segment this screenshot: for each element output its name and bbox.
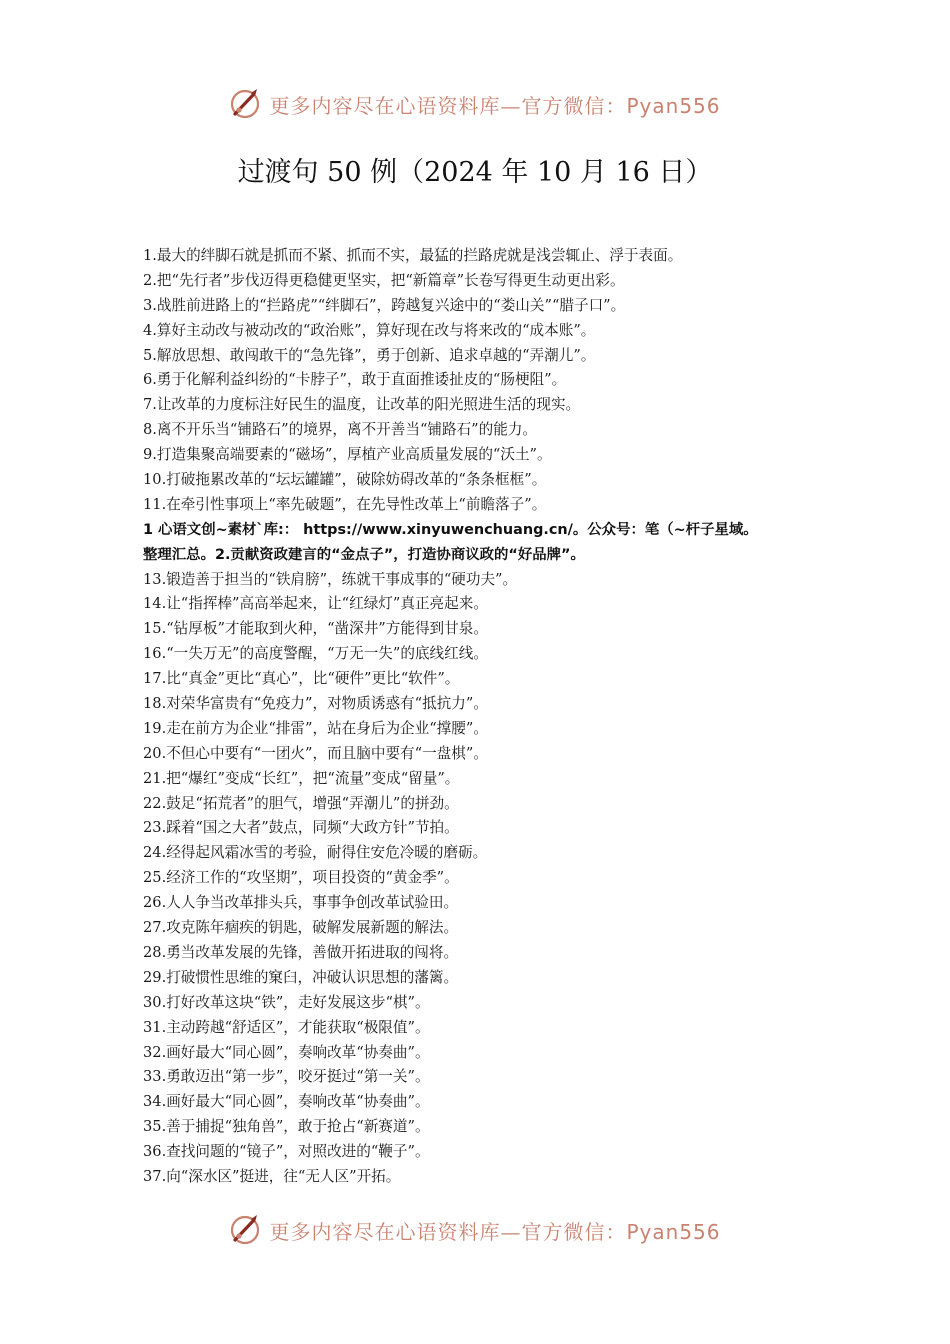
list-item: 8.离不开乐当“铺路石”的境界，离不开善当“铺路石”的能力。 [143, 421, 538, 439]
list-item: 27.攻克陈年痼疾的钥匙，破解发展新题的解法。 [143, 919, 459, 937]
list-item: 17.比“真金”更比“真心”，比“硬件”更比“软件”。 [143, 670, 460, 688]
list-item: 15.“钻厚板”才能取到火种，“凿深井”方能得到甘泉。 [143, 620, 488, 638]
page-title: 过渡句 50 例（2024 年 10 月 16 日） [237, 157, 713, 188]
list-item: 6.勇于化解利益纠纷的“卡脖子”，敢于直面推诿扯皮的“肠梗阻”。 [143, 371, 567, 389]
header-banner-label: 更多内容尽在心语资料库—官方微信： [269, 93, 627, 118]
footer-wechat-id: Pyan556 [626, 1219, 721, 1244]
list-item: 30.打好改革这块“铁”，走好发展这步“棋”。 [143, 993, 430, 1011]
list-item: 34.画好最大“同心圆”，奏响改革“协奏曲”。 [143, 1093, 430, 1111]
list-item: 7.让改革的力度标注好民生的温度，让改革的阳光照进生活的现实。 [143, 396, 581, 414]
list-item: 20.不但心中要有“一团火”，而且脑中要有“一盘棋”。 [143, 744, 488, 762]
header-banner [0, 82, 950, 126]
brush-logo-icon [229, 87, 263, 121]
watermark-note-line: 1 心语文创~素材`库:： https://www.xinyuwenchuang.cn/。公众号：笔（~杆子星域。 [143, 521, 758, 538]
list-item: 23.踩着“国之大者”鼓点，同频“大政方针”节拍。 [143, 819, 459, 837]
list-item: 16.“一失万无”的高度警醒，“万无一失”的底线红线。 [143, 645, 488, 663]
list-item: 35.善于捕捉“独角兽”，敢于抢占“新赛道”。 [143, 1118, 430, 1136]
list-item: 2.把“先行者”步伐迈得更稳健更坚实，把“新篇章”长卷写得更生动更出彩。 [143, 271, 625, 289]
list-item: 32.画好最大“同心圆”，奏响改革“协奏曲”。 [143, 1043, 430, 1061]
list-item: 4.算好主动改与被动改的“政治账”，算好现在改与将来改的“成本账”。 [143, 321, 596, 339]
list-item: 1.最大的绊脚石就是抓而不紧、抓而不实，最猛的拦路虎就是浅尝辄止、浮于表面。 [143, 247, 683, 264]
list-item: 28.勇当改革发展的先锋，善做开拓进取的闯将。 [143, 943, 459, 961]
footer-banner-label: 更多内容尽在心语资料库—官方微信： [269, 1219, 627, 1244]
footer-banner [0, 1208, 950, 1252]
transition-sentence-list [143, 244, 843, 1190]
list-item: 37.向“深水区”挺进，往“无人区”开拓。 [143, 1167, 401, 1185]
header-wechat-id: Pyan556 [626, 93, 721, 118]
list-item: 22.鼓足“拓荒者”的胆气，增强“弄潮儿”的拼劲。 [143, 794, 459, 812]
list-item: 11.在牵引性事项上“率先破题”，在先导性改革上“前瞻落子”。 [143, 495, 547, 513]
list-item: 18.对荣华富贵有“免疫力”，对物质诱惑有“抵抗力”。 [143, 695, 488, 713]
list-item: 13.锻造善于担当的“铁肩膀”，练就干事成事的“硬功夫”。 [143, 570, 518, 588]
brush-logo-icon [229, 1213, 263, 1247]
list-item: 19.走在前方为企业“排雷”，站在身后为企业“撑腰”。 [143, 719, 488, 737]
footer-banner-text [269, 1216, 720, 1245]
list-item: 26.人人争当改革排头兵，事事争创改革试验田。 [143, 894, 459, 912]
list-item: 21.把“爆红”变成“长红”，把“流量”变成“留量”。 [143, 769, 460, 787]
list-item: 31.主动跨越“舒适区”，才能获取“极限值”。 [143, 1018, 430, 1036]
list-item: 10.打破拖累改革的“坛坛罐罐”，破除妨碍改革的“条条框框”。 [143, 471, 547, 489]
list-item: 24.经得起风霜冰雪的考验，耐得住安危冷暖的磨砺。 [143, 844, 488, 862]
list-item: 33.勇敢迈出“第一步”，咬牙挺过“第一关”。 [143, 1068, 430, 1086]
list-item: 29.打破惯性思维的窠臼，冲破认识思想的藩篱。 [143, 968, 459, 986]
list-item: 25.经济工作的“攻坚期”，项目投资的“黄金季”。 [143, 869, 459, 887]
watermark-note-line: 整理汇总。2.贡献资政建言的“金点子”，打造协商议政的“好品牌”。 [143, 546, 585, 563]
list-item: 36.查找问题的“镜子”，对照改进的“鞭子”。 [143, 1143, 430, 1161]
list-item: 5.解放思想、敢闯敢干的“急先锋”，勇于创新、追求卓越的“弄潮儿”。 [143, 346, 596, 364]
list-item: 14.让“指挥棒”高高举起来，让“红绿灯”真正亮起来。 [143, 595, 488, 613]
list-item: 3.战胜前进路上的“拦路虎”“绊脚石”，跨越复兴途中的“娄山关”“腊子口”。 [143, 296, 626, 314]
header-banner-text [269, 90, 720, 119]
list-item: 9.打造集聚高端要素的“磁场”，厚植产业高质量发展的“沃土”。 [143, 446, 552, 464]
